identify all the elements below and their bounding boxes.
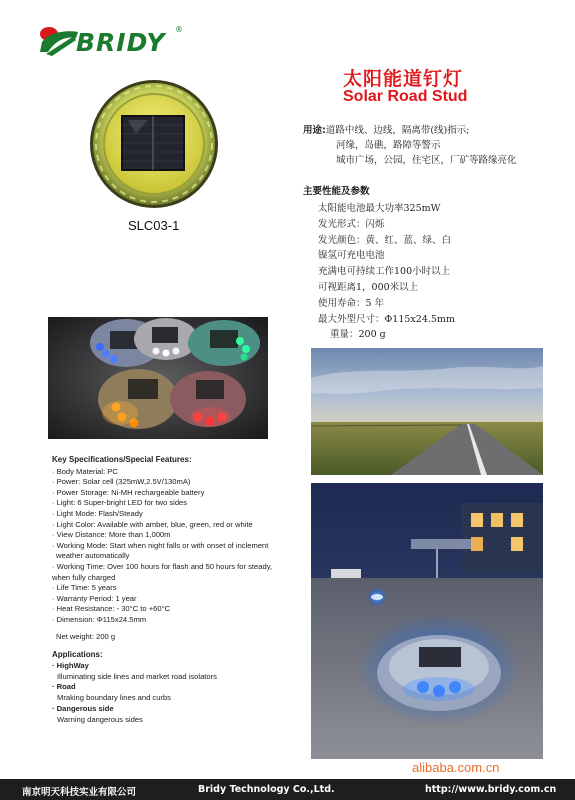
night-stud-photo bbox=[311, 483, 543, 759]
brand-logo bbox=[36, 22, 186, 62]
application-desc: Warning dangerous sides bbox=[57, 714, 143, 724]
website-link[interactable]: http://www.bridy.com.cn bbox=[425, 784, 557, 795]
application-name: · HighWay bbox=[52, 660, 89, 670]
applications-section bbox=[52, 650, 292, 726]
key-specifications bbox=[52, 455, 302, 642]
logo-text: BRIDY bbox=[76, 28, 166, 57]
logo-mark-icon bbox=[36, 22, 80, 62]
colored-studs-photo bbox=[48, 317, 268, 439]
usage-line: 道路中线、边线，隔离带(线)指示; bbox=[325, 125, 470, 136]
performance-line: 太阳能电池最大功率325mW bbox=[318, 203, 441, 214]
spec-item: · Light Color: Available with amber, blue, green, red or white bbox=[52, 519, 253, 529]
applications-heading: Applications: bbox=[52, 650, 103, 659]
product-image bbox=[88, 78, 220, 210]
specs-heading: Key Specifications/Special Features: bbox=[52, 455, 192, 464]
performance-line: 重量：200 g bbox=[330, 329, 386, 341]
spec-item: · Life Time: 5 years bbox=[52, 583, 117, 593]
spec-item: · Light: 6 Super-bright LED for two sides bbox=[52, 498, 188, 508]
performance-line: 可视距离1，000米以上 bbox=[318, 281, 419, 293]
product-title-en: Solar Road Stud bbox=[343, 88, 468, 105]
company-name-cn: 南京明天科技实业有限公司 bbox=[22, 787, 137, 798]
performance-line: 发光形式：闪烁 bbox=[318, 218, 385, 230]
net-weight: Net weight: 200 g bbox=[56, 631, 116, 641]
spec-item: · View Distance: More than 1,000m bbox=[52, 530, 171, 540]
performance-line: 充满电可持续工作100小时以上 bbox=[318, 266, 451, 278]
performance-list bbox=[318, 201, 455, 343]
spec-item: · Dimension: Φ115x24.5mm bbox=[52, 614, 147, 624]
performance-line: 最大外型尺寸：Φ115x24.5mm bbox=[318, 313, 455, 325]
product-title-cn: 太阳能道钉灯 bbox=[343, 68, 464, 90]
spec-item: · Heat Resistance: - 30°C to +60°C bbox=[52, 604, 171, 614]
application-desc: Mraking boundary lines and curbs bbox=[57, 693, 171, 703]
application-name: · Dangerous side bbox=[52, 703, 114, 713]
spec-item: when fully charged bbox=[52, 572, 116, 582]
spec-item: weather automatically bbox=[56, 551, 130, 561]
performance-line: 发光颜色：黄、红、蓝、绿、白 bbox=[318, 234, 452, 246]
application-name: · Road bbox=[52, 682, 76, 692]
spec-item: · Power: Solar cell (325mW,2.5V/130mA) bbox=[52, 477, 191, 487]
performance-line: 使用寿命：5 年 bbox=[318, 297, 385, 309]
watermark: alibaba.com.cn bbox=[412, 760, 500, 775]
spec-item: · Working Time: Over 100 hours for flash and 50 hours for steady, bbox=[52, 561, 273, 571]
usage-section bbox=[303, 123, 517, 168]
spec-item: · Power Storage: Ni-MH rechargeable battery bbox=[52, 487, 205, 497]
usage-line: 城市广场，公园，住宅区，厂矿等路缘亮化 bbox=[336, 155, 517, 166]
road-photo bbox=[311, 348, 543, 475]
registered-mark: ® bbox=[175, 25, 183, 34]
usage-label: 用途: bbox=[303, 125, 326, 136]
usage-line: 河缘，岛礁，路障等警示 bbox=[336, 140, 441, 151]
spec-item: · Warranty Period: 1 year bbox=[52, 593, 137, 603]
spec-item: · Light Mode: Flash/Steady bbox=[52, 508, 143, 518]
spec-item: · Working Mode: Start when night falls or with onset of inclement bbox=[52, 540, 269, 550]
application-desc: Illuminating side lines and market road isolators bbox=[57, 671, 217, 681]
company-name-en: Bridy Technology Co.,Ltd. bbox=[198, 784, 335, 795]
footer-bar bbox=[0, 779, 575, 800]
spec-item: · Body Material: PC bbox=[52, 466, 118, 476]
product-model: SLC03-1 bbox=[128, 218, 180, 233]
performance-heading: 主要性能及参数 bbox=[303, 186, 370, 197]
performance-line: 镍氢可充电电池 bbox=[318, 250, 385, 262]
